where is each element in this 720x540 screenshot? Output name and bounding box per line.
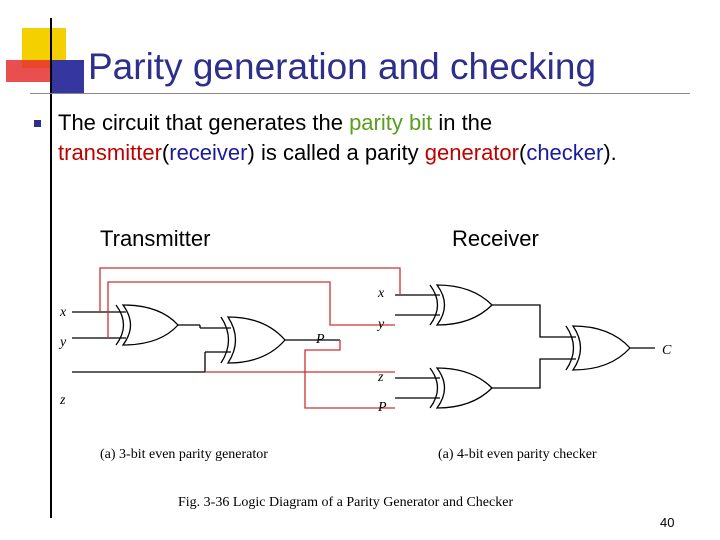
xor-gate-gen-2-back bbox=[221, 317, 229, 363]
receiver-label: Receiver bbox=[452, 226, 539, 251]
label-chk-p: P bbox=[378, 400, 387, 415]
body-text-part: ( bbox=[518, 140, 527, 165]
wire-chk2-out bbox=[492, 359, 576, 388]
label-chk-y: y bbox=[378, 317, 385, 332]
caption-generator: (a) 3-bit even parity generator bbox=[100, 447, 268, 462]
xor-gate-chk-1-back bbox=[430, 285, 438, 325]
body-text-part: ). bbox=[603, 140, 617, 165]
body-text-part: The circuit that generates the bbox=[58, 110, 350, 135]
body-text-part: in the bbox=[432, 110, 493, 135]
label-gen-y: y bbox=[60, 335, 67, 350]
xor-gate-chk-2-back bbox=[430, 368, 438, 408]
body-text-part: ) is called a parity bbox=[247, 140, 425, 165]
red-wire-y bbox=[108, 282, 395, 338]
term-checker: checker bbox=[526, 140, 604, 165]
term-generator: generator bbox=[424, 140, 519, 165]
xor-gate-gen-2 bbox=[228, 317, 285, 363]
caption-checker: (a) 4-bit even parity checker bbox=[438, 447, 597, 462]
xor-gate-chk-3 bbox=[573, 326, 630, 370]
wire-chk1-out bbox=[492, 305, 576, 337]
label-gen-z: z bbox=[60, 393, 66, 408]
red-wire-x bbox=[100, 268, 400, 312]
transmitter-label: Transmitter bbox=[100, 226, 211, 251]
xor-gate-chk-2 bbox=[437, 368, 492, 408]
figure-caption: Fig. 3-36 Logic Diagram of a Parity Generator and Checker bbox=[178, 495, 514, 510]
label-chk-c: C bbox=[662, 343, 672, 358]
term-receiver: receiver bbox=[169, 140, 248, 165]
page-number: 40 bbox=[660, 515, 675, 530]
xor-gate-chk-1 bbox=[437, 285, 492, 325]
label-gen-p: P bbox=[316, 332, 325, 347]
body-text-part: ( bbox=[161, 140, 170, 165]
label-chk-x: x bbox=[378, 286, 385, 301]
xor-gate-gen-1 bbox=[123, 305, 178, 345]
term-transmitter: transmitter bbox=[58, 140, 162, 165]
label-gen-x: x bbox=[60, 305, 67, 320]
term-parity-bit: parity bit bbox=[349, 110, 433, 135]
xor-gate-gen-1-back bbox=[116, 305, 124, 345]
xor-gate-chk-3-back bbox=[566, 326, 574, 370]
label-chk-z: z bbox=[378, 370, 384, 385]
slide-title: Parity generation and checking bbox=[88, 46, 597, 87]
